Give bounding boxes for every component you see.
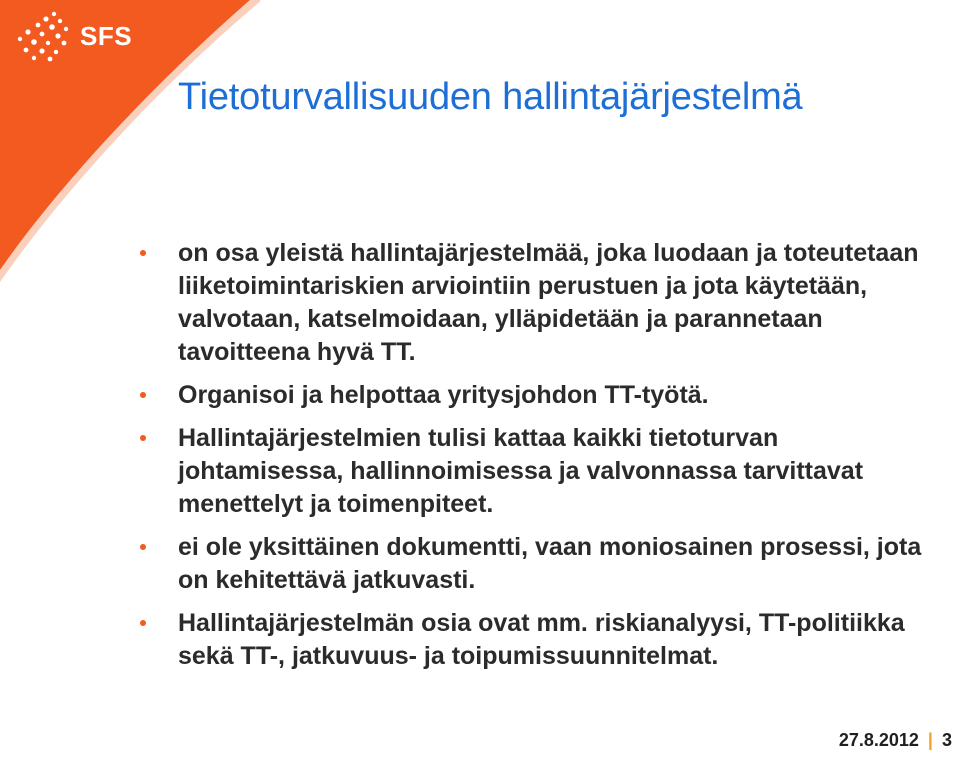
sfs-logo [14,10,134,62]
slide-title: Tietoturvallisuuden hallintajärjestelmä [178,76,803,118]
bullet-item [178,531,948,597]
bullet-item [178,379,948,412]
slide-footer [839,730,952,751]
bullet-item [178,422,948,521]
bullet-dot-icon [140,620,146,626]
bullet-text: Hallintajärjestelmän osia ovat mm. riskianalyysi, TT-politiikka sekä TT-, jatkuvuus- ja toipumissuunnitelmat. [178,609,905,670]
footer-separator: | [927,730,933,750]
bullet-text: on osa yleistä hallintajärjestelmää, joka luodaan ja toteutetaan liiketoimintariskien arviointiin perustuen ja jota käytetään, valvotaan, katselmoidaan, ylläpidetään ja parannetaan tavoitteena hyvä TT. [178,239,919,366]
bullet-dot-icon [140,250,146,256]
bullet-dot-icon [140,435,146,441]
footer-date: 27.8.2012 [838,730,919,750]
bullet-text: Hallintajärjestelmien tulisi kattaa kaikki tietoturvan johtamisessa, hallinnoimisessa ja valvonnassa tarvittavat menettelyt ja toimenpiteet. [178,424,864,518]
page-number: 3 [941,730,952,750]
bullet-item [178,237,948,369]
bullet-dot-icon [140,544,146,550]
logo-dots-icon [14,10,78,62]
bullet-text: Organisoi ja helpottaa yritysjohdon TT-työtä. [178,381,709,409]
bullet-list [178,237,948,683]
bullet-text: ei ole yksittäinen dokumentti, vaan moniosainen prosessi, jota on kehitettävä jatkuvasti. [178,533,922,594]
logo-text: SFS [80,21,133,51]
bullet-item [178,607,948,673]
bullet-dot-icon [140,392,146,398]
